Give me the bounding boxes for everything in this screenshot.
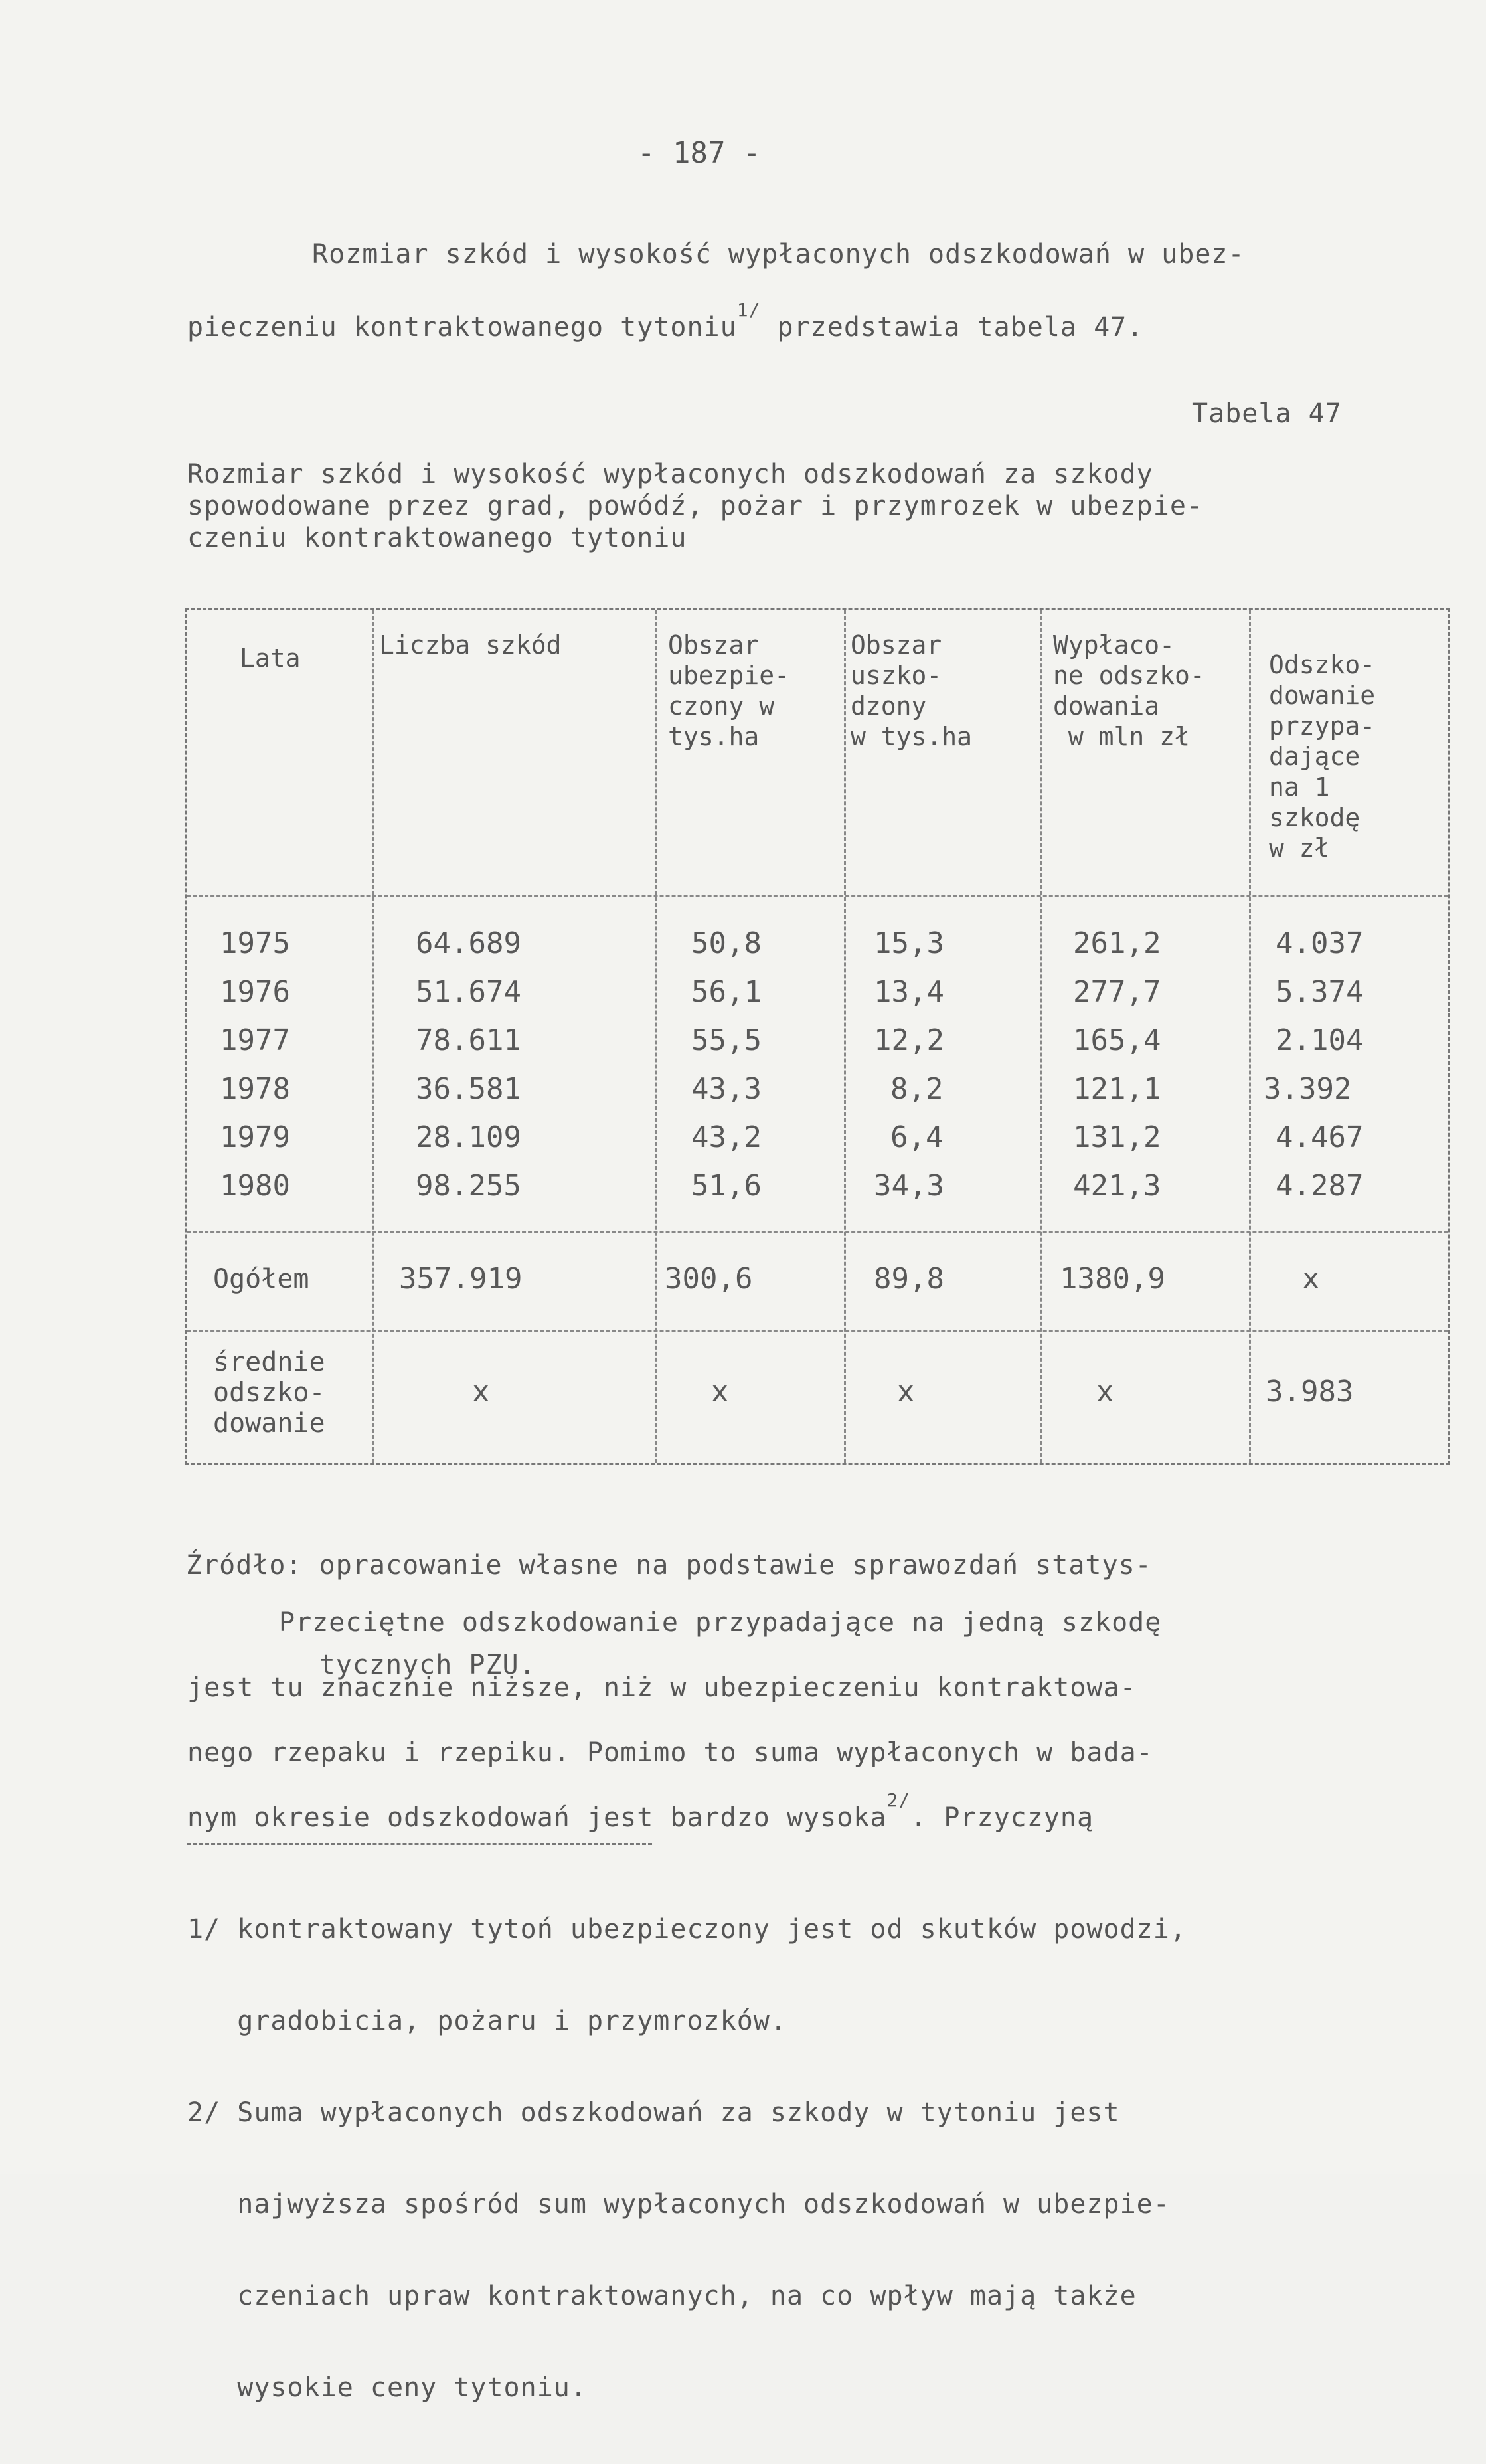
cell-obszar-uszk: 15,3 <box>874 926 944 960</box>
cell-liczba: 64.689 <box>416 926 521 960</box>
data-table <box>185 608 1450 1465</box>
cell-liczba: 36.581 <box>416 1072 521 1106</box>
table-caption <box>187 458 1449 554</box>
cell-na-szkode: 2.104 <box>1276 1023 1364 1057</box>
header-liczba-szkod: Liczba szkód <box>379 630 562 660</box>
caption-line: Rozmiar szkód i wysokość wypłaconych odszkodowań za szkody <box>187 459 1153 489</box>
cell-wyplacone: 121,1 <box>1073 1072 1161 1106</box>
cell-year: 1979 <box>220 1120 290 1154</box>
cell-obszar-ubezp: 50,8 <box>691 926 762 960</box>
cell-wyplacone: 165,4 <box>1073 1023 1161 1057</box>
cell-average-label: średnie odszko- dowanie <box>213 1347 325 1439</box>
cell-average-liczba: x <box>472 1375 490 1409</box>
footnote-line: 1/ kontraktowany tytoń ubezpieczony jest od skutków powodzi, <box>187 1914 1187 1945</box>
row-divider <box>187 1330 1448 1332</box>
cell-na-szkode: 4.467 <box>1276 1120 1364 1154</box>
cell-total-obszar-uszk: 89,8 <box>874 1262 944 1296</box>
cell-total-obszar-ubezp: 300,6 <box>665 1262 753 1296</box>
cell-year: 1980 <box>220 1169 290 1203</box>
cell-obszar-ubezp: 43,3 <box>691 1072 762 1106</box>
footnote-line: najwyższa spośród sum wypłaconych odszkodowań w ubezpie- <box>187 2189 1170 2220</box>
source-line: Źródło: opracowanie własne na podstawie sprawozdań statys- <box>186 1550 1152 1581</box>
footnote-ref-1: 1/ <box>736 299 761 321</box>
table-label: Tabela 47 <box>1192 398 1342 429</box>
footnote-line: czeniach upraw kontraktowanych, na co wpływ mają także <box>187 2281 1137 2311</box>
cell-average-na-szkode: 3.983 <box>1266 1375 1354 1409</box>
cell-obszar-ubezp: 56,1 <box>691 975 762 1009</box>
paragraph-line-4 <box>187 1786 1094 1852</box>
paragraph-line-3: nego rzepaku i rzepiku. Pomimo to suma wypłaconych w bada- <box>187 1737 1153 1768</box>
header-obszar-ubezpieczony: Obszar ubezpie- czony w tys.ha <box>668 630 790 751</box>
cell-total-liczba: 357.919 <box>399 1262 523 1296</box>
footnote-separator <box>187 1843 652 1845</box>
cell-wyplacone: 131,2 <box>1073 1120 1161 1154</box>
cell-liczba: 98.255 <box>416 1169 521 1203</box>
paragraph-line-1: Przeciętne odszkodowanie przypadające na jedną szkodę <box>279 1607 1162 1638</box>
column-divider <box>844 610 846 1463</box>
intro-line-2-end: przedstawia tabela 47. <box>760 312 1144 343</box>
cell-na-szkode: 4.287 <box>1276 1169 1364 1203</box>
cell-year: 1975 <box>220 926 290 960</box>
cell-na-szkode: 5.374 <box>1276 975 1364 1009</box>
page-number: - 187 - <box>637 136 761 170</box>
cell-average-wyplacone: x <box>1096 1375 1114 1409</box>
caption-line: spowodowane przez grad, powódź, pożar i przymrozek w ubezpie- <box>187 491 1204 521</box>
header-odszkodowanie-na-szkode: Odszko- dowanie przypa- dające na 1 szkodę w zł <box>1269 650 1376 863</box>
cell-year: 1977 <box>220 1023 290 1057</box>
cell-average-obszar-uszk: x <box>897 1375 915 1409</box>
header-lata: Lata <box>240 644 301 673</box>
cell-year: 1978 <box>220 1072 290 1106</box>
paragraph-line-4-start: nym okresie odszkodowań jest bardzo wysoka <box>187 1803 887 1833</box>
intro-line-1: Rozmiar szkód i wysokość wypłaconych odszkodowań w ubez- <box>312 239 1245 270</box>
column-divider <box>372 610 374 1463</box>
cell-total-na-szkode: x <box>1302 1262 1320 1296</box>
footnote-ref-2: 2/ <box>886 1789 911 1811</box>
paragraph-line-2: jest tu znacznie niższe, niż w ubezpieczeniu kontraktowa- <box>187 1672 1137 1703</box>
cell-obszar-uszk: 12,2 <box>874 1023 944 1057</box>
cell-year: 1976 <box>220 975 290 1009</box>
cell-na-szkode: 4.037 <box>1276 926 1364 960</box>
row-divider <box>187 895 1448 897</box>
cell-wyplacone: 261,2 <box>1073 926 1161 960</box>
cell-obszar-uszk: 34,3 <box>874 1169 944 1203</box>
column-divider <box>1040 610 1042 1463</box>
paragraph-line-4-end: . Przyczyną <box>910 1803 1094 1833</box>
source-line: tycznych PZU. <box>186 1650 536 1680</box>
cell-liczba: 78.611 <box>416 1023 521 1057</box>
cell-average-obszar-ubezp: x <box>711 1375 729 1409</box>
cell-obszar-ubezp: 55,5 <box>691 1023 762 1057</box>
cell-obszar-uszk: 13,4 <box>874 975 944 1009</box>
cell-obszar-uszk: 6,4 <box>890 1120 944 1154</box>
cell-obszar-uszk: 8,2 <box>890 1072 944 1106</box>
caption-line: czeniu kontraktowanego tytoniu <box>187 523 687 553</box>
intro-line-2 <box>187 299 1144 343</box>
footnote-line: gradobicia, pożaru i przymrozków. <box>187 2006 787 2036</box>
column-divider <box>1249 610 1251 1463</box>
cell-na-szkode: 3.392 <box>1264 1072 1352 1106</box>
cell-obszar-ubezp: 51,6 <box>691 1169 762 1203</box>
footnote-line: wysokie ceny tytoniu. <box>187 2372 587 2403</box>
header-obszar-uszkodzony: Obszar uszko- dzony w tys.ha <box>851 630 973 751</box>
cell-total-wyplacone: 1380,9 <box>1060 1262 1165 1296</box>
cell-wyplacone: 277,7 <box>1073 975 1161 1009</box>
intro-line-2-start: pieczeniu kontraktowanego tytoniu <box>187 312 737 343</box>
cell-liczba: 28.109 <box>416 1120 521 1154</box>
cell-obszar-ubezp: 43,2 <box>691 1120 762 1154</box>
cell-liczba: 51.674 <box>416 975 521 1009</box>
row-divider <box>187 1231 1448 1233</box>
footnote-line: 2/ Suma wypłaconych odszkodowań za szkody w tytoniu jest <box>187 2097 1120 2128</box>
footnotes <box>187 1853 1187 2464</box>
header-wyplacone-odszkodowania: Wypłaco- ne odszko- dowania w mln zł <box>1053 630 1205 751</box>
cell-total-label: Ogółem <box>213 1264 309 1294</box>
cell-wyplacone: 421,3 <box>1073 1169 1161 1203</box>
column-divider <box>655 610 657 1463</box>
